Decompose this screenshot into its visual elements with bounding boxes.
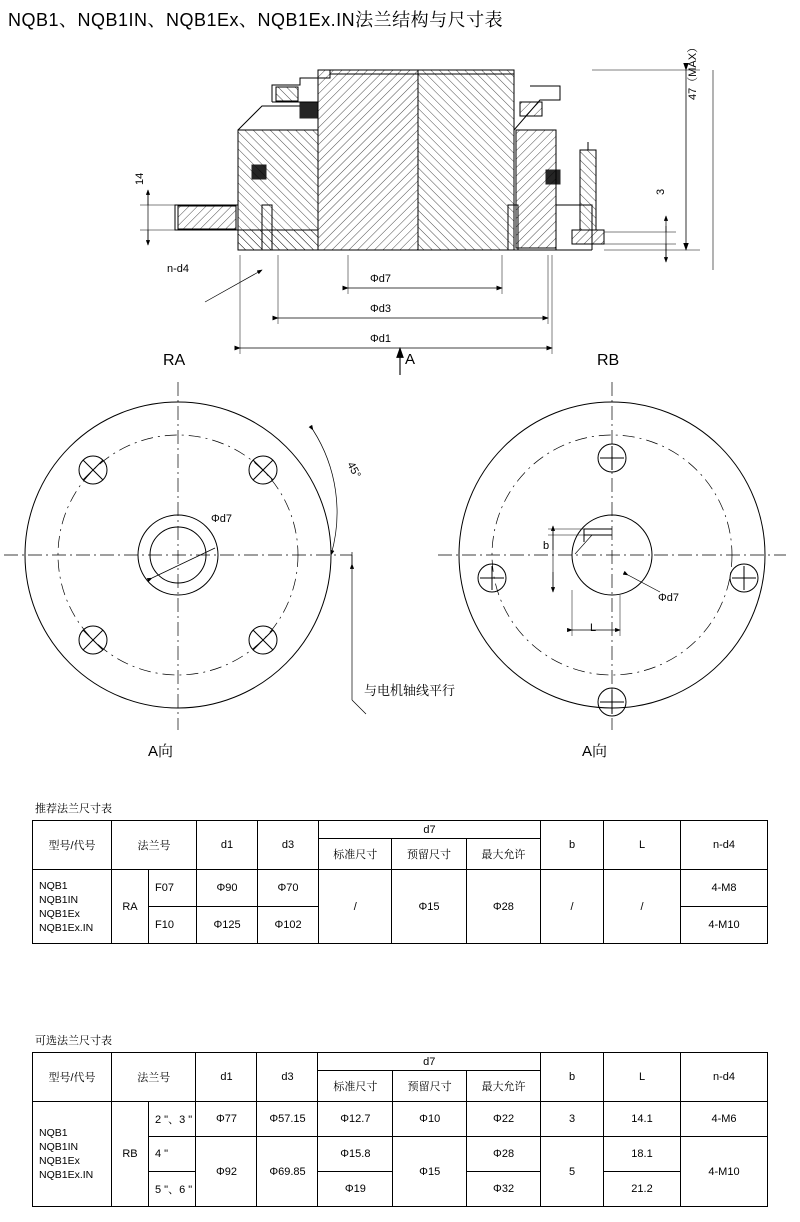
rb-caption: A向	[582, 743, 608, 760]
cell-d1: Φ92	[196, 1137, 257, 1207]
cell-d7-reserved: Φ10	[393, 1102, 467, 1137]
th-d7-reserved: 预留尺寸	[393, 1071, 467, 1102]
cell-L: 21.2	[604, 1172, 681, 1207]
dim-14-label: 14	[134, 172, 146, 185]
th-model: 型号/代号	[33, 821, 112, 870]
th-d7-reserved: 预留尺寸	[392, 839, 466, 870]
cell-flange-no: F10	[149, 907, 197, 944]
cell-d7-std: Φ12.7	[318, 1102, 393, 1137]
th-model: 型号/代号	[33, 1053, 112, 1102]
cell-d7-max: Φ32	[467, 1172, 541, 1207]
cell-d3: Φ69.85	[257, 1137, 318, 1207]
table-row	[33, 821, 768, 839]
cell-models	[33, 1102, 112, 1207]
rb-d7-label: Φd7	[658, 592, 680, 604]
th-d3: d3	[257, 1053, 318, 1102]
cell-d1: Φ77	[196, 1102, 257, 1137]
cell-d1: Φ90	[197, 870, 258, 907]
cell-models	[33, 870, 112, 944]
view-RB	[438, 382, 786, 730]
section-arrow-a-label: A	[405, 351, 416, 368]
ra-note-label: 与电机轴线平行	[364, 683, 456, 698]
cell-d7-std: Φ19	[318, 1172, 393, 1207]
th-d7-std: 标准尺寸	[319, 839, 392, 870]
table-row	[33, 1102, 768, 1137]
dim-d3-label: Φd3	[370, 303, 392, 315]
model-1: NQB1IN	[39, 893, 79, 906]
cell-b: 5	[541, 1137, 604, 1207]
ra-angle-label: 45°	[344, 460, 363, 481]
view-RA	[4, 382, 366, 730]
view-rb-label: RB	[597, 352, 620, 369]
cell-d7-std: Φ15.8	[318, 1137, 393, 1172]
model-1: NQB1IN	[39, 1141, 79, 1153]
th-d7: d7	[319, 821, 541, 839]
th-d3: d3	[258, 821, 319, 870]
cell-d7-max: Φ22	[467, 1102, 541, 1137]
cell-flange-no: 2 "、3 "	[149, 1102, 196, 1137]
cell-code: RB	[112, 1102, 149, 1207]
dim-47-label: 47（MAX）	[687, 41, 699, 100]
cell-d3: Φ57.15	[257, 1102, 318, 1137]
technical-drawing	[0, 30, 800, 790]
cell-nd4: 4-M10	[681, 1137, 768, 1207]
cell-d1: Φ125	[197, 907, 258, 944]
table-recommended-flange	[32, 820, 768, 944]
table-row	[33, 1053, 768, 1071]
cell-d7-reserved: Φ15	[392, 870, 466, 944]
th-L: L	[604, 1053, 681, 1102]
dim-d1-label: Φd1	[370, 333, 392, 345]
cell-nd4: 4-M6	[681, 1102, 768, 1137]
ra-d7-label: Φd7	[211, 513, 233, 525]
cell-b: 3	[541, 1102, 604, 1137]
rb-l-label: L	[590, 622, 597, 634]
dim-3-label: 3	[655, 188, 667, 195]
th-flange-no: 法兰号	[112, 1053, 196, 1102]
th-b: b	[541, 821, 604, 870]
model-2: NQB1Ex	[39, 907, 80, 920]
table1-caption: 推荐法兰尺寸表	[35, 803, 112, 815]
table-optional-flange	[32, 1052, 768, 1207]
th-b: b	[541, 1053, 604, 1102]
th-d7-max: 最大允许	[467, 1071, 541, 1102]
table-row	[33, 870, 768, 907]
cell-d7-max: Φ28	[466, 870, 540, 944]
model-2: NQB1Ex	[39, 1155, 80, 1167]
view-ra-label: RA	[163, 352, 186, 369]
rb-b-label: b	[543, 540, 550, 552]
model-3: NQB1Ex.IN	[39, 921, 94, 934]
cell-nd4: 4-M10	[681, 907, 768, 944]
model-0: NQB1	[39, 879, 68, 892]
th-d7: d7	[318, 1053, 541, 1071]
th-nd4: n-d4	[681, 821, 768, 870]
n-d4-label: n-d4	[167, 263, 190, 275]
cell-nd4: 4-M8	[681, 870, 768, 907]
dim-d7-label: Φd7	[370, 273, 392, 285]
cell-L: 18.1	[604, 1137, 681, 1172]
cell-flange-no: F07	[149, 870, 197, 907]
cell-b: /	[541, 870, 604, 944]
cell-d7-max: Φ28	[467, 1137, 541, 1172]
section-view	[140, 70, 713, 375]
cell-L: /	[604, 870, 681, 944]
cell-code: RA	[112, 870, 149, 944]
cell-flange-no: 4 "	[149, 1137, 196, 1172]
th-flange-no: 法兰号	[112, 821, 197, 870]
th-d1: d1	[197, 821, 258, 870]
cell-flange-no: 5 "、6 "	[149, 1172, 196, 1207]
th-d7-max: 最大允许	[466, 839, 540, 870]
th-nd4: n-d4	[681, 1053, 768, 1102]
th-L: L	[604, 821, 681, 870]
cell-L: 14.1	[604, 1102, 681, 1137]
th-d1: d1	[196, 1053, 257, 1102]
cell-d3: Φ102	[258, 907, 319, 944]
cell-d7-reserved: Φ15	[393, 1137, 467, 1207]
model-3: NQB1Ex.IN	[39, 1169, 94, 1181]
cell-d7-std: /	[319, 870, 392, 944]
table2-caption: 可选法兰尺寸表	[35, 1035, 112, 1047]
th-d7-std: 标准尺寸	[318, 1071, 393, 1102]
cell-d3: Φ70	[258, 870, 319, 907]
page-title: NQB1、NQB1IN、NQB1Ex、NQB1Ex.IN法兰结构与尺寸表	[8, 10, 504, 30]
model-0: NQB1	[39, 1127, 68, 1139]
ra-caption: A向	[148, 743, 174, 760]
